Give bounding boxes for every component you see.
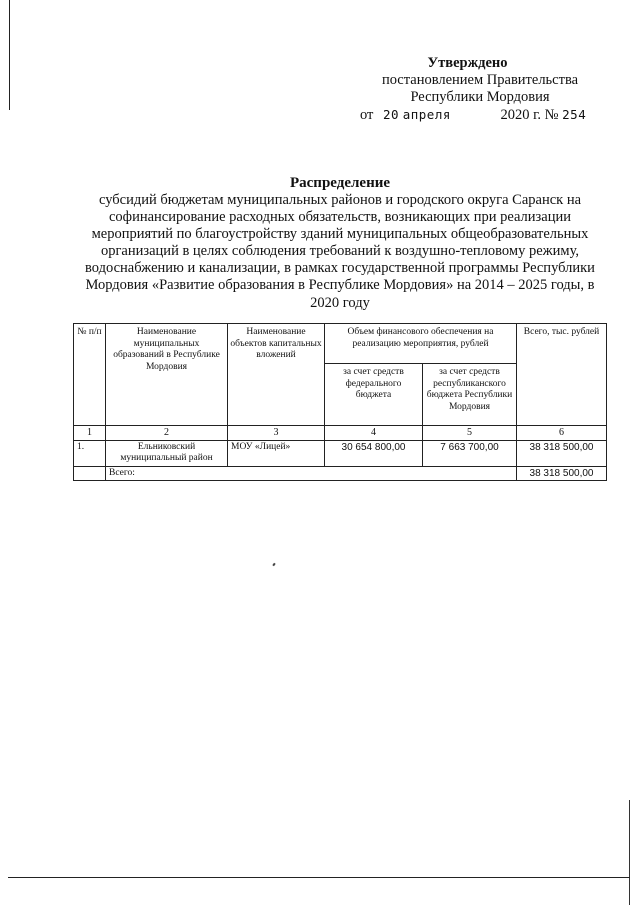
approval-date	[355, 106, 605, 124]
total-value: 38 318 500,00	[517, 466, 607, 481]
header-regional: за счет средств республиканского бюджета Республики Мордовия	[423, 364, 517, 426]
header-total: Всего, тыс. рублей	[517, 324, 607, 426]
date-year-text: 2020 г. №	[500, 107, 559, 123]
date-day: 20	[383, 107, 400, 122]
total-row	[74, 466, 607, 481]
row-total: 38 318 500,00	[517, 440, 607, 466]
column-number: 6	[517, 426, 607, 441]
scan-edge-right	[629, 800, 630, 905]
approval-line-1: постановлением Правительства	[381, 72, 579, 88]
column-number: 4	[325, 426, 423, 441]
column-number: 1	[74, 426, 106, 441]
total-label: Всего:	[106, 466, 517, 481]
column-number-row	[74, 426, 607, 441]
scan-edge-left	[9, 0, 10, 110]
scan-edge-bottom	[8, 877, 630, 878]
row-federal: 30 654 800,00	[325, 440, 423, 466]
header-federal: за счет средств федерального бюджета	[325, 364, 423, 426]
decree-number: 254	[562, 107, 587, 122]
row-municipality: Ельниковский муниципальный район	[106, 440, 228, 466]
approval-block	[355, 55, 605, 124]
row-num: 1.	[74, 440, 106, 466]
document-subtitle: субсидий бюджетам муниципальных районов и городского округа Саранск на софинансирование расходных обязательств, возникающих при реализации мероприятий по благоустройству зданий муниципальных общеобразовательных организаций в целях соблюдения требований к воздушно-тепловому режиму, водоснабжению и канализации, в рамках государственной программы Республики Мордовия «Развитие образования в Республике Мордовия» на 2014 – 2025 годы, в 2020 году	[85, 192, 595, 311]
stray-mark	[272, 563, 275, 567]
date-month: апреля	[402, 107, 451, 122]
document-title: Распределение	[289, 175, 391, 191]
header-num: № п/п	[74, 324, 106, 426]
approval-line-2: Республики Мордовия	[410, 89, 550, 105]
approval-title: Утверждено	[427, 55, 508, 71]
column-number: 2	[106, 426, 228, 441]
date-prefix: от	[360, 107, 374, 123]
column-number: 3	[228, 426, 325, 441]
total-row-empty	[74, 466, 106, 481]
table-row	[74, 440, 607, 466]
header-funding: Объем финансового обеспечения на реализацию мероприятия, рублей	[325, 324, 517, 364]
row-regional: 7 663 700,00	[423, 440, 517, 466]
header-municipality: Наименование муниципальных образований в Республике Мордовия	[106, 324, 228, 426]
column-number: 5	[423, 426, 517, 441]
header-objects: Наименование объектов капитальных вложений	[228, 324, 325, 426]
header-row-1	[74, 324, 607, 364]
subsidy-table	[73, 323, 607, 481]
row-object: МОУ «Лицей»	[228, 440, 325, 466]
